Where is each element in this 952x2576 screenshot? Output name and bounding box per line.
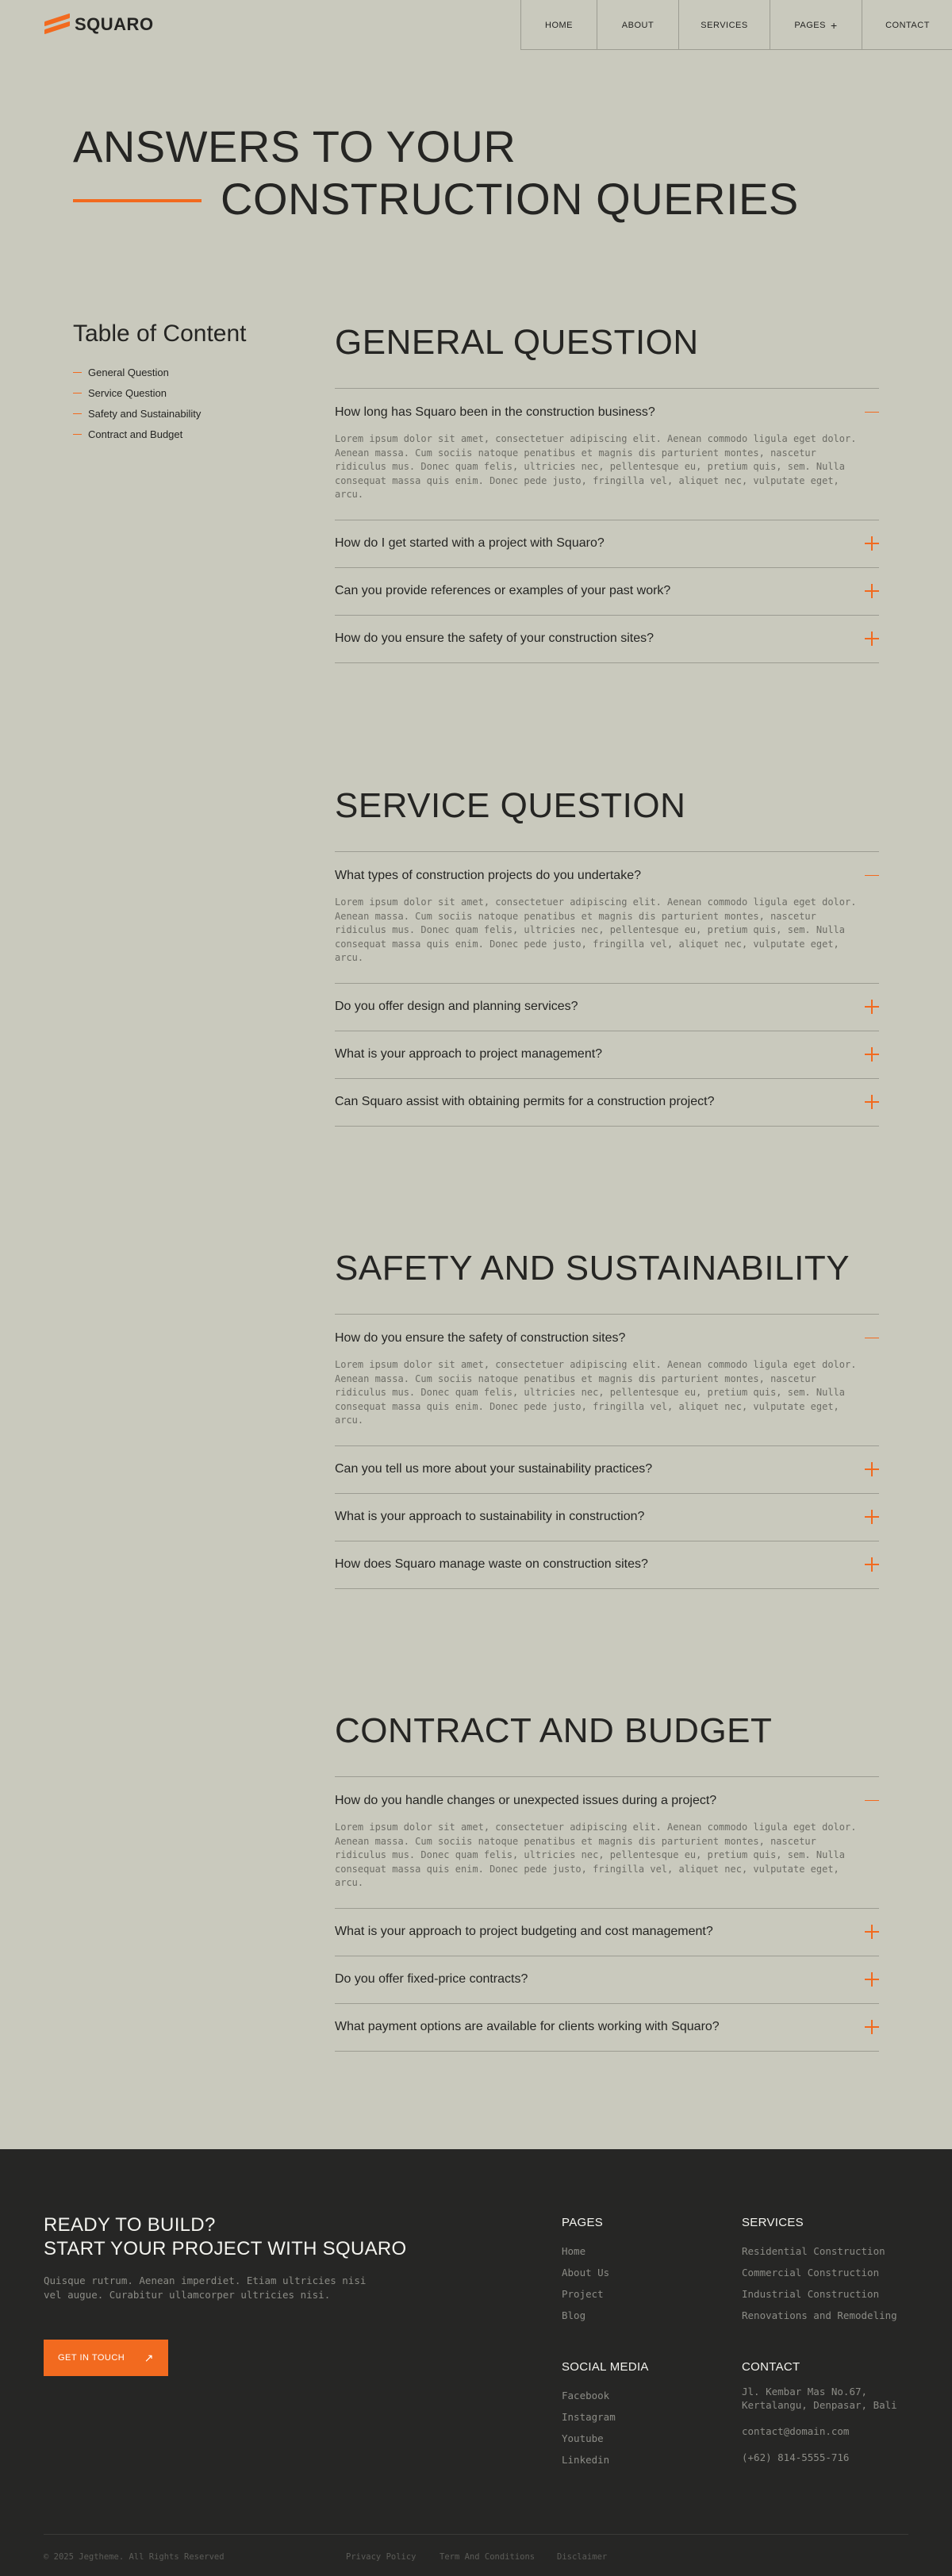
cta-text: Quisque rutrum. Aenean imperdiet. Etiam ultricies nisi vel augue. Curabitur ullamcorper ultricies nisi. <box>44 2275 367 2301</box>
disclaimer-link[interactable]: Disclaimer <box>557 2552 608 2562</box>
faq-list <box>335 851 879 1127</box>
footer-link-residential[interactable]: Residential Construction <box>742 2245 885 2257</box>
faq-question-text: Can Squaro assist with obtaining permits for a construction project? <box>335 1095 715 1108</box>
faq-question-text: How does Squaro manage waste on construction sites? <box>335 1557 648 1571</box>
toc-item-label: Safety and Sustainability <box>88 407 202 420</box>
toc-item-contract[interactable] <box>73 424 246 444</box>
faq-item <box>335 1445 879 1493</box>
logo-mark-icon <box>44 14 70 35</box>
faq-question-toggle[interactable] <box>335 852 879 899</box>
footer-services-title: SERVICES <box>742 2216 804 2229</box>
faq-question-toggle[interactable] <box>335 389 879 436</box>
faq-question-toggle[interactable] <box>335 1777 879 1824</box>
faq-item <box>335 1493 879 1541</box>
faq-item <box>335 520 879 567</box>
faq-item <box>335 983 879 1031</box>
logo[interactable] <box>44 14 154 35</box>
nav-about[interactable] <box>597 0 679 50</box>
section-title: CONTRACT AND BUDGET <box>335 1711 773 1750</box>
footer-link-linkedin[interactable]: Linkedin <box>562 2454 610 2466</box>
faq-question-text: What types of construction projects do you undertake? <box>335 868 641 882</box>
nav-contact[interactable] <box>862 0 952 50</box>
nav-pages[interactable] <box>770 0 862 50</box>
footer-phone[interactable]: (+62) 814-5555-716 <box>742 2451 850 2463</box>
plus-icon <box>865 1510 879 1524</box>
logo-text: SQUARO <box>75 14 154 34</box>
footer-services <box>742 2216 897 2326</box>
nav-pages-label: PAGES <box>794 20 826 30</box>
copyright-text: © 2025 Jegtheme. All Rights Reserved <box>44 2552 225 2562</box>
faq-question-toggle[interactable] <box>335 2004 879 2051</box>
site-header <box>0 0 952 51</box>
footer-link-renovations[interactable]: Renovations and Remodeling <box>742 2309 897 2321</box>
footer-link-facebook[interactable]: Facebook <box>562 2390 610 2401</box>
faq-item <box>335 1314 879 1445</box>
plus-icon <box>865 632 879 646</box>
table-of-content <box>73 321 246 444</box>
plus-icon <box>865 536 879 551</box>
plus-icon <box>865 1000 879 1014</box>
faq-question-toggle[interactable] <box>335 1909 879 1956</box>
toc-item-label: Contract and Budget <box>88 428 183 440</box>
faq-question-text: What is your approach to project management? <box>335 1047 603 1061</box>
faq-question-toggle[interactable] <box>335 568 879 615</box>
faq-question-toggle[interactable] <box>335 984 879 1031</box>
faq-question-text: How long has Squaro been in the construction business? <box>335 405 655 419</box>
faq-item <box>335 1776 879 1908</box>
plus-icon <box>865 1925 879 1939</box>
nav-contact-label: CONTACT <box>885 20 930 30</box>
faq-question-toggle[interactable] <box>335 1956 879 2003</box>
footer-email[interactable]: contact@domain.com <box>742 2425 850 2437</box>
section-title: GENERAL QUESTION <box>335 323 699 362</box>
faq-question-text: Can you tell us more about your sustainability practices? <box>335 1462 653 1476</box>
section-general-question <box>335 323 879 663</box>
faq-question-text: What payment options are available for clients working with Squaro? <box>335 2020 720 2033</box>
dash-icon <box>73 413 82 414</box>
faq-question-toggle[interactable] <box>335 1446 879 1493</box>
footer-link-about[interactable]: About Us <box>562 2267 610 2278</box>
minus-icon <box>865 405 879 420</box>
main-nav <box>520 0 952 50</box>
minus-icon <box>865 1794 879 1808</box>
faq-item <box>335 388 879 520</box>
toc-item-label: Service Question <box>88 386 167 399</box>
footer-link-industrial[interactable]: Industrial Construction <box>742 2288 880 2300</box>
get-in-touch-button[interactable] <box>44 2340 168 2376</box>
faq-list <box>335 1776 879 2052</box>
footer-contact-title: CONTACT <box>742 2360 800 2374</box>
faq-answer: Lorem ipsum dolor sit amet, consectetuer adipiscing elit. Aenean commodo ligula eget dolor. Aenean massa. Cum sociis natoque penatibus et magnis dis parturient montes, nascetur ridiculus mus. Donec quam felis, ultricies nec, pellentesque eu, pretium quis, sem. Nulla consequat massa quis enim. Donec pede justo, fringilla vel, aliquet nec, vulputate eget, arcu. <box>335 433 857 500</box>
section-service-question <box>335 786 879 1127</box>
faq-question-text: How do you handle changes or unexpected issues during a project? <box>335 1793 717 1807</box>
faq-question-toggle[interactable] <box>335 1031 879 1078</box>
faq-question-text: Do you offer fixed-price contracts? <box>335 1972 528 1986</box>
cta-title-line1: READY TO BUILD? <box>44 2214 216 2236</box>
faq-question-toggle[interactable] <box>335 1494 879 1541</box>
section-title: SERVICE QUESTION <box>335 786 686 825</box>
section-title: SAFETY AND SUSTAINABILITY <box>335 1249 850 1288</box>
cta-title-line2: START YOUR PROJECT WITH SQUARO <box>44 2238 407 2259</box>
faq-answer: Lorem ipsum dolor sit amet, consectetuer adipiscing elit. Aenean commodo ligula eget dolor. Aenean massa. Cum sociis natoque penatibus et magnis dis parturient montes, nascetur ridiculus mus. Donec quam felis, ultricies nec, pellentesque eu, pretium quis, sem. Nulla consequat massa quis enim. Donec pede justo, fringilla vel, aliquet nec, vulputate eget, arcu. <box>335 896 857 963</box>
toc-item-safety[interactable] <box>73 403 246 424</box>
toc-item-label: General Question <box>88 366 169 378</box>
plus-icon <box>865 1972 879 1987</box>
hero-title-line1: ANSWERS TO YOUR <box>73 121 516 171</box>
faq-question-text: How do you ensure the safety of construction sites? <box>335 1330 626 1345</box>
footer-link-instagram[interactable]: Instagram <box>562 2411 616 2423</box>
footer-social <box>562 2360 649 2470</box>
section-contract-budget <box>335 1711 879 2052</box>
footer-link-home[interactable]: Home <box>562 2245 586 2257</box>
plus-icon <box>865 2020 879 2034</box>
hero-title-line2: CONSTRUCTION QUERIES <box>221 174 799 224</box>
footer-link-project[interactable]: Project <box>562 2288 604 2300</box>
nav-services-label: SERVICES <box>701 20 748 30</box>
footer-divider <box>44 2534 908 2535</box>
plus-icon <box>865 1557 879 1572</box>
faq-question-text: What is your approach to sustainability in construction? <box>335 1510 645 1523</box>
faq-question-text: How do I get started with a project with Squaro? <box>335 536 605 550</box>
site-footer <box>0 2149 952 2576</box>
plus-icon <box>865 1462 879 1476</box>
terms-link[interactable]: Term And Conditions <box>440 2552 536 2562</box>
plus-icon <box>865 584 879 598</box>
faq-answer: Lorem ipsum dolor sit amet, consectetuer adipiscing elit. Aenean commodo ligula eget dolor. Aenean massa. Cum sociis natoque penatibus et magnis dis parturient montes, nascetur ridiculus mus. Donec quam felis, ultricies nec, pellentesque eu, pretium quis, sem. Nulla consequat massa quis enim. Donec pede justo, fringilla vel, aliquet nec, vulputate eget, arcu. <box>335 1359 857 1426</box>
faq-question-text: How do you ensure the safety of your construction sites? <box>335 632 654 645</box>
nav-home-label: HOME <box>545 20 573 30</box>
hero-accent-line <box>73 199 202 202</box>
dash-icon <box>73 372 82 373</box>
toc-item-general[interactable] <box>73 362 246 382</box>
get-in-touch-label: GET IN TOUCH <box>58 2353 125 2363</box>
faq-item <box>335 1908 879 1956</box>
footer-pages-title: PAGES <box>562 2216 604 2229</box>
footer-pages <box>562 2216 609 2326</box>
nav-services[interactable] <box>679 0 770 50</box>
plus-icon <box>865 1095 879 1109</box>
footer-address: Jl. Kembar Mas No.67, Kertalangu, Denpasar, Bali <box>742 2386 897 2411</box>
faq-item <box>335 2003 879 2052</box>
faq-list <box>335 388 879 663</box>
faq-item <box>335 1078 879 1127</box>
nav-home[interactable] <box>521 0 597 50</box>
faq-question-toggle[interactable] <box>335 1079 879 1126</box>
dash-icon <box>73 393 82 394</box>
faq-list <box>335 1314 879 1589</box>
faq-question-toggle[interactable] <box>335 520 879 567</box>
arrow-up-right-icon: ↗ <box>144 2351 154 2364</box>
nav-about-label: ABOUT <box>621 20 654 30</box>
dash-icon <box>73 434 82 435</box>
faq-item <box>335 1031 879 1078</box>
toc-item-service[interactable] <box>73 382 246 403</box>
faq-question-text: What is your approach to project budgeting and cost management? <box>335 1925 713 1938</box>
toc-title: Table of Content <box>73 321 247 347</box>
faq-question-toggle[interactable] <box>335 1315 879 1361</box>
footer-link-youtube[interactable]: Youtube <box>562 2432 604 2444</box>
faq-question-text: Do you offer design and planning services? <box>335 1000 578 1013</box>
footer-contact <box>742 2360 916 2477</box>
faq-question-toggle[interactable] <box>335 616 879 662</box>
faq-question-text: Can you provide references or examples of your past work? <box>335 584 671 597</box>
section-safety-sustainability <box>335 1249 879 1589</box>
minus-icon <box>865 1331 879 1346</box>
footer-link-commercial[interactable]: Commercial Construction <box>742 2267 880 2278</box>
faq-item <box>335 1956 879 2003</box>
plus-icon <box>865 1047 879 1061</box>
faq-item <box>335 1541 879 1589</box>
minus-icon <box>865 869 879 883</box>
plus-icon: + <box>830 18 838 32</box>
footer-social-title: SOCIAL MEDIA <box>562 2360 649 2374</box>
faq-item <box>335 567 879 615</box>
faq-answer: Lorem ipsum dolor sit amet, consectetuer adipiscing elit. Aenean commodo ligula eget dolor. Aenean massa. Cum sociis natoque penatibus et magnis dis parturient montes, nascetur ridiculus mus. Donec quam felis, ultricies nec, pellentesque eu, pretium quis, sem. Nulla consequat massa quis enim. Donec pede justo, fringilla vel, aliquet nec, vulputate eget, arcu. <box>335 1822 857 1888</box>
footer-link-blog[interactable]: Blog <box>562 2309 586 2321</box>
faq-item <box>335 851 879 983</box>
faq-question-toggle[interactable] <box>335 1541 879 1588</box>
faq-item <box>335 615 879 663</box>
cta-title <box>44 2213 407 2261</box>
privacy-policy-link[interactable]: Privacy Policy <box>346 2552 416 2562</box>
